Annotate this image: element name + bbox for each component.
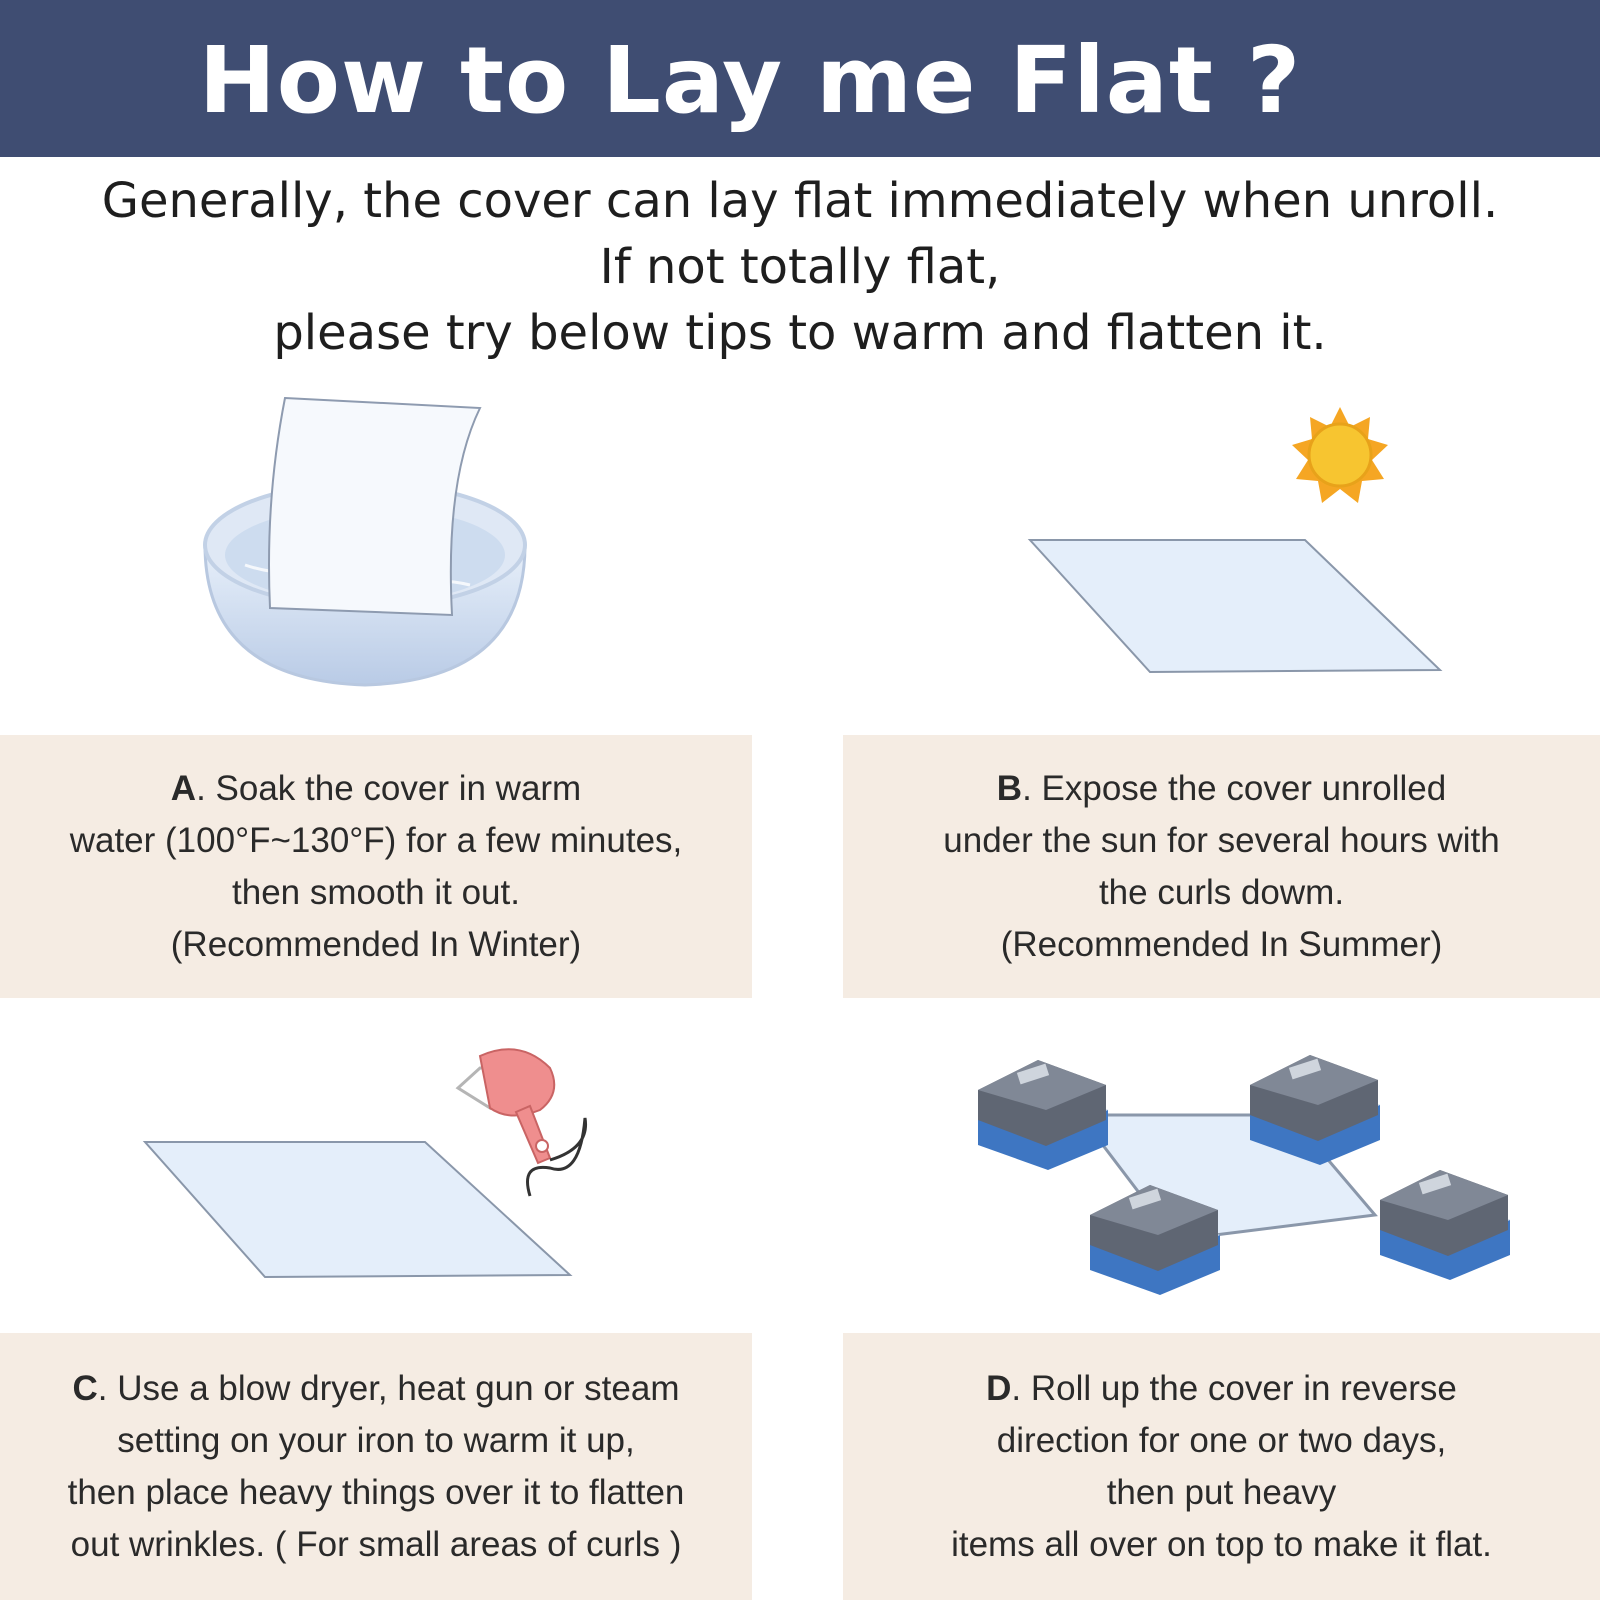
sun-icon (1290, 405, 1390, 505)
tip-b-line-2: under the sun for several hours with (943, 820, 1500, 860)
intro-line-2: If not totally flat, (599, 239, 1001, 295)
tip-c-line-4: out wrinkles. ( For small areas of curls ) (70, 1524, 682, 1564)
tip-c-line-3: then place heavy things over it to flatten (67, 1472, 685, 1512)
tip-d-letter: D (986, 1368, 1012, 1408)
tip-d-line-3: then put heavy (1106, 1472, 1337, 1512)
tip-panel-a (0, 735, 752, 998)
tip-b-line-1: . Expose the cover unrolled (1022, 768, 1447, 808)
tip-c-line-1: . Use a blow dryer, heat gun or steam (97, 1368, 680, 1408)
tip-b-line-3: the curls dowm. (1098, 872, 1345, 912)
tip-panel-d (843, 1333, 1600, 1600)
intro-line-1: Generally, the cover can lay flat immediately when unroll. (101, 173, 1499, 229)
hair-dryer-icon (450, 1038, 610, 1198)
books-icon (970, 1040, 1530, 1300)
intro-line-3: please try below tips to warm and flatten it. (273, 305, 1327, 361)
tip-d-line-2: direction for one or two days, (996, 1420, 1447, 1460)
water-bowl-icon (190, 390, 550, 700)
tip-a-letter: A (170, 768, 197, 808)
tip-a-line-1: . Soak the cover in warm (196, 768, 582, 808)
tip-a-line-2: water (100°F~130°F) for a few minutes, (69, 820, 683, 860)
tip-d-line-1: . Roll up the cover in reverse (1011, 1368, 1457, 1408)
tip-b-line-4: (Recommended In Summer) (1000, 924, 1443, 964)
tip-c-line-2: setting on your iron to warm it up, (117, 1420, 635, 1460)
tip-a-line-3: then smooth it out. (232, 872, 520, 912)
tip-panel-b (843, 735, 1600, 998)
tip-c-letter: C (72, 1368, 98, 1408)
flat-sheet-b (1020, 530, 1450, 680)
page-title: How to Lay me Flat ? (198, 27, 1302, 134)
tip-a-line-4: (Recommended In Winter) (170, 924, 582, 964)
tip-panel-c (0, 1333, 752, 1600)
intro-text (0, 168, 1600, 366)
header-banner (0, 0, 1600, 157)
tip-b-letter: B (996, 768, 1023, 808)
tip-d-line-4: items all over on top to make it flat. (951, 1524, 1492, 1564)
